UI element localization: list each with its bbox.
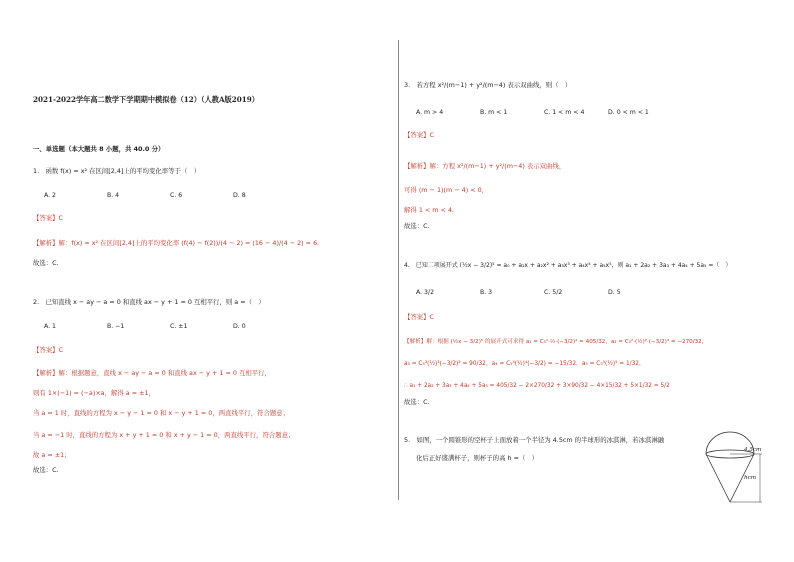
q2-option-d: D. 0 [233,323,246,330]
q3-step1: 可得 (m − 1)(m − 4) < 0， [404,186,489,194]
q2-analysis-line2: 则有 1×(−1) = (−a)×a，解得 a = ±1， [33,389,155,397]
q5-stem-line1: 5. 如图，一个圆锥形的空杯子上面放着一个半径为 4.5cm 的半球形的冰淇淋，若冰淇淋融 [404,436,665,444]
q4-stem: 4. 已知二项展开式 (½x − 3/2)⁵ = a₀ + a₁x + a₂x² + a₃x³ + a₄x⁴ + a₅x⁵，则 a₁ + 2a₂ + 3a₃ + 4a₄ + 5a₅ =（ ） [404,262,732,269]
q4-option-b: B. 3 [480,289,493,296]
q2-option-b: B. −1 [107,323,125,330]
q1-option-b: B. 4 [107,192,120,199]
q3-option-d: D. 0 < m < 1 [608,109,649,116]
q3-option-b: B. m < 1 [480,109,508,116]
q4-conclusion: 故选：C. [404,398,430,406]
q2-option-c: C. ±1 [170,323,188,330]
q5-stem-line2: 化后正好盛满杯子，则杯子的高 h =（ ） [416,454,539,462]
q1-conclusion: 故选：C. [33,259,59,267]
q3-option-a: A. m > 4 [416,109,444,116]
q3-option-c: C. 1 < m < 4 [544,109,585,116]
q2-option-a: A. 1 [44,323,56,330]
section-heading: 一、单选题（本大题共 8 小题，共 40.0 分） [33,145,165,153]
exam-title: 2021-2022学年高二数学下学期期中模拟卷（12）（人教A版2019） [33,95,259,104]
q1-option-c: C. 6 [170,192,183,199]
q4-option-a: A. 3/2 [416,289,435,296]
q4-answer: 【答案】C [404,313,435,321]
q2-analysis-line1: 【解析】解：根据题意，直线 x − ay − a = 0 和直线 ax − y + 1 = 0 互相平行， [33,369,271,377]
q2-stem: 2. 已知直线 x − ay − a = 0 和直线 ax − y + 1 = 0 互相平行，则 a =（ ） [33,298,265,306]
figure-height-label: hcm [744,475,757,481]
figure-radius-label: 4.5cm [744,447,762,453]
q3-stem: 3. 若方程 x²/(m−1) + y²/(m−4) 表示双曲线，则（ ） [404,81,572,89]
q1-analysis: 【解析】解：f(x) = x² 在区间[2,4]上的平均变化率 (f(4) − f(2))/(4 − 2) = (16 − 4)/(4 − 2) = 6. [33,239,320,247]
q2-conclusion: 故选：C. [33,466,59,474]
q4-option-c: C. 5/2 [544,289,563,296]
q2-analysis-line3: 当 a = 1 时，直线的方程为 x − y − 1 = 0 和 x − y + 1 = 0，两直线平行，符合题意； [33,409,290,417]
q4-analysis-line1: 【解析】解：根据 (½x − 3/2)⁵ 的展开式可求得 a₁ = C₅¹·½·(−3/2)⁴ = 405/32，a₂ = C₅²·(½)²·(−3/2)³ = −270/32， [404,339,708,345]
q2-analysis-line5: 故 a = ±1； [33,451,71,459]
q3-step2: 解得 1 < m < 4. [404,206,455,214]
q4-option-d: D. 5 [608,289,621,296]
q1-option-a: A. 2 [44,192,56,199]
right-page [398,0,794,562]
q4-analysis-line2: a₃ = C₅³(½)³(−3/2)² = 90/32，a₄ = C₅⁴(½)⁴(−3/2) = −15/32，a₅ = C₅⁵(½)⁵ = 1/32， [404,361,645,367]
cone-icecream-figure [696,430,786,510]
q2-answer: 【答案】C [33,346,64,354]
q1-stem: 1. 函数 f(x) = x² 在区间[2,4]上的平均变化率等于（ ） [33,167,201,175]
q3-conclusion: 故选：C. [404,222,430,230]
q2-analysis-line4: 当 a = −1 时，直线的方程为 x + y + 1 = 0 和 x + y − 1 = 0，两直线平行，符合题意； [33,431,295,439]
q3-analysis: 【解析】解：方程 x²/(m−1) + y²/(m−4) 表示双曲线， [404,162,566,170]
q1-option-d: D. 8 [233,192,246,199]
q4-analysis-line3: ∴ a₁ + 2a₂ + 3a₃ + 4a₄ + 5a₅ = 405/32 − 2×270/32 + 3×90/32 − 4×15/32 + 5×1/32 = 5/2 [404,383,670,389]
q1-answer: 【答案】C [33,214,64,222]
q3-answer: 【答案】C [404,131,435,139]
